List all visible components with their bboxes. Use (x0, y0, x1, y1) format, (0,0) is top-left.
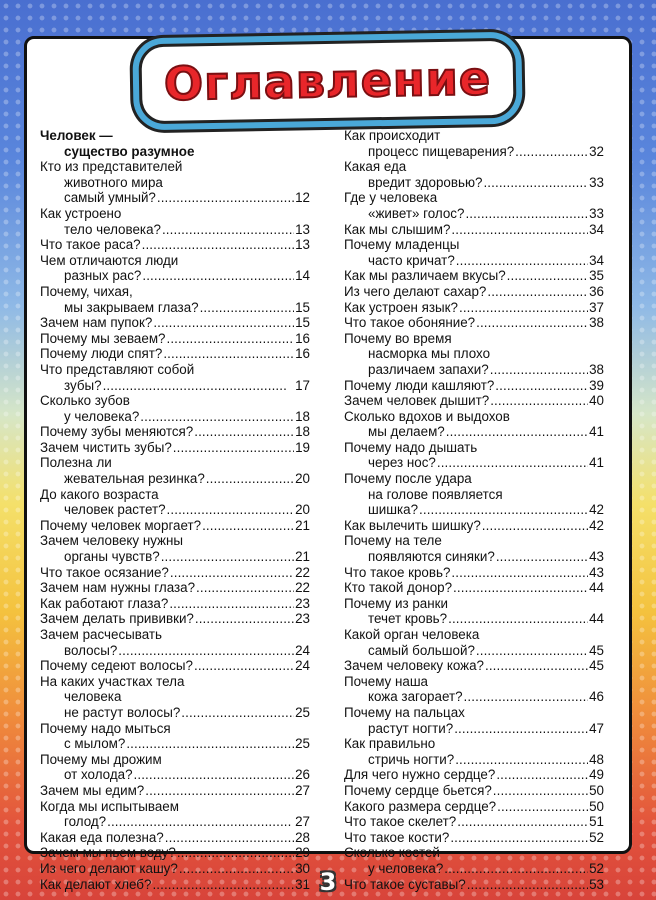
toc-entry (344, 705, 604, 736)
toc-entry-text: растут ногти? (368, 720, 454, 736)
toc-page-number: 35 (589, 268, 604, 284)
toc-page-number: 32 (589, 143, 604, 159)
toc-entry-text: волосы? (64, 642, 118, 658)
toc-entry (344, 284, 604, 300)
toc-entry (40, 845, 310, 861)
toc-entry-text: Почему люди кашляют? (344, 377, 495, 393)
toc-leader-dots (487, 284, 588, 300)
toc-leader-dots (196, 580, 294, 596)
toc-entry (40, 424, 310, 440)
toc-page-number: 45 (589, 658, 604, 674)
toc-leader-dots (103, 378, 295, 394)
toc-entry-text: разных рас? (64, 268, 142, 284)
toc-leader-dots (451, 565, 588, 581)
toc-entry (40, 440, 310, 456)
toc-page-number: 48 (589, 751, 604, 767)
toc-entry (344, 736, 604, 767)
toc-entry-text: Кто из представителей (40, 159, 183, 175)
toc-page-number: 41 (589, 455, 604, 471)
toc-page-number: 19 (295, 439, 310, 455)
toc-leader-dots (495, 378, 588, 394)
toc-leader-dots (167, 502, 295, 518)
toc-entry-text: у человека? (368, 860, 444, 876)
toc-leader-dots (200, 300, 295, 316)
toc-entry-text: Кто такой донор? (344, 580, 453, 596)
toc-entry-text: Зачем нам нужны глаза? (40, 580, 196, 596)
toc-page-number: 20 (295, 471, 310, 487)
toc-entry (344, 440, 604, 471)
toc-entry-text: Что представляют собой (40, 361, 195, 377)
toc-entry (344, 596, 604, 627)
toc-entry-text: Зачем мы пьем воду? (40, 845, 176, 861)
toc-leader-dots (493, 783, 588, 799)
toc-page-number: 25 (295, 736, 310, 752)
toc-page-number: 28 (295, 829, 310, 845)
toc-entry (344, 471, 604, 518)
toc-entry-text: течет кровь? (368, 611, 448, 627)
toc-leader-dots (419, 502, 588, 518)
toc-entry (40, 752, 310, 783)
toc-leader-dots (162, 222, 294, 238)
toc-page-number: 40 (589, 393, 604, 409)
toc-leader-dots (485, 658, 588, 674)
toc-page-number: 34 (589, 252, 604, 268)
toc-entry (40, 518, 310, 534)
toc-page-number: 16 (295, 346, 310, 362)
toc-entry-text: Почему седеют волосы? (40, 658, 193, 674)
toc-entry-text: Сколько зубов (40, 393, 130, 409)
toc-page-number: 15 (295, 299, 310, 315)
toc-page-number: 51 (589, 814, 604, 830)
toc-page-number: 49 (589, 767, 604, 783)
toc-entry-text: Как правильно (344, 736, 436, 752)
toc-page-number: 27 (295, 814, 310, 830)
toc-entry-text: Зачем расчесывать (40, 627, 162, 642)
toc-entry-text: мы делаем? (368, 424, 445, 440)
toc-entry-text: тело человека? (64, 221, 161, 237)
toc-leader-dots (446, 424, 588, 440)
toc-entry (40, 830, 310, 846)
toc-leader-dots (142, 237, 294, 253)
toc-entry (40, 580, 310, 596)
toc-entry (40, 455, 310, 486)
toc-leader-dots (515, 144, 588, 160)
toc-page-number: 31 (295, 876, 310, 892)
toc-leader-dots (457, 814, 588, 830)
toc-entry-text: Что такое осязание? (40, 564, 169, 580)
toc-entry (344, 533, 604, 564)
toc-entry-text: Зачем делать прививки? (40, 611, 194, 627)
toc-entry (344, 814, 604, 830)
toc-entry (40, 674, 310, 721)
toc-entry-text: зубы? (64, 377, 102, 393)
toc-entry-text: жевательная резинка? (64, 471, 205, 487)
toc-entry (40, 284, 310, 315)
toc-entry (40, 627, 310, 658)
toc-entry-text: Почему на теле (344, 533, 442, 549)
toc-entry-text: Зачем мы едим? (40, 782, 145, 798)
toc-page-number: 15 (295, 315, 310, 331)
toc-leader-dots (140, 409, 294, 425)
toc-left-column (40, 128, 310, 892)
toc-leader-dots (195, 611, 294, 627)
toc-leader-dots (496, 767, 588, 783)
toc-entry-text: Почему люди спят? (40, 346, 163, 362)
toc-entry (344, 331, 604, 378)
toc-entry-text: животного мира (64, 174, 163, 190)
toc-page-number: 29 (295, 845, 310, 861)
toc-entry-text: Зачем чистить зубы? (40, 439, 172, 455)
toc-entry (344, 767, 604, 783)
toc-leader-dots (145, 783, 294, 799)
toc-entry-text: с мылом? (64, 736, 126, 752)
toc-leader-dots (451, 222, 588, 238)
toc-entry-text: Зачем человек дышит? (344, 393, 490, 409)
toc-page-number: 27 (295, 782, 310, 798)
toc-entry (40, 658, 310, 674)
toc-entry (40, 362, 310, 393)
toc-page-number: 33 (589, 174, 604, 190)
toc-page-number: 50 (589, 782, 604, 798)
toc-leader-dots (455, 752, 588, 768)
toc-entry (40, 393, 310, 424)
toc-entry (344, 565, 604, 581)
toc-leader-dots (206, 471, 294, 487)
toc-entry-text: Для чего нужно сердце? (344, 767, 496, 783)
toc-entry-text: Какая еда (344, 159, 407, 175)
toc-entry (344, 315, 604, 331)
toc-leader-dots (483, 175, 588, 191)
toc-entry-text: Человек — (40, 128, 113, 143)
toc-entry-text: Какой орган человека (344, 627, 480, 642)
toc-entry-text: вредит здоровью? (368, 174, 483, 190)
toc-leader-dots (157, 190, 294, 206)
toc-page-number: 36 (589, 283, 604, 299)
toc-entry (40, 596, 310, 612)
toc-entry-text: До какого возраста (40, 486, 159, 502)
toc-entry (344, 783, 604, 799)
toc-leader-dots (165, 830, 294, 846)
toc-page-number: 38 (589, 361, 604, 377)
toc-entry (40, 799, 310, 830)
toc-entry (40, 783, 310, 799)
toc-entry (344, 830, 604, 846)
toc-leader-dots (134, 767, 295, 783)
toc-page-number: 17 (295, 377, 310, 393)
toc-entry-text: Что такое раса? (40, 237, 141, 253)
toc-entry-text: Когда мы испытываем (40, 798, 179, 814)
toc-entry (344, 799, 604, 815)
toc-entry (344, 190, 604, 221)
toc-page-number: 50 (589, 798, 604, 814)
toc-leader-dots (464, 689, 589, 705)
toc-page-number: 46 (589, 689, 604, 705)
toc-leader-dots (476, 643, 588, 659)
toc-leader-dots (163, 346, 294, 362)
toc-entry-text: Почему наша (344, 673, 429, 689)
toc-page-number: 14 (295, 268, 310, 284)
toc-entry-text: существо разумное (64, 143, 195, 159)
toc-entry-text: Из чего делают кашу? (40, 860, 178, 876)
toc-entry-text: Как вылечить шишку? (344, 517, 481, 533)
toc-entry-text: Где у человека (344, 190, 438, 206)
toc-entry (344, 674, 604, 705)
toc-entry-text: различаем запахи? (368, 361, 489, 377)
toc-entry (344, 159, 604, 190)
toc-page-number: 45 (589, 642, 604, 658)
toc-entry-text: Какого размера сердце? (344, 798, 497, 814)
toc-leader-dots (126, 736, 294, 752)
toc-leader-dots (482, 518, 588, 534)
toc-leader-dots (437, 455, 588, 471)
toc-entry-text: органы чувств? (64, 549, 160, 565)
toc-entry-text: Как устроено (40, 205, 122, 221)
toc-entry-text: Из чего делают сахар? (344, 283, 487, 299)
toc-page-number: 23 (295, 595, 310, 611)
toc-entry-text: часто кричат? (368, 252, 455, 268)
toc-leader-dots (181, 705, 294, 721)
toc-leader-dots (490, 362, 588, 378)
toc-leader-dots (448, 611, 588, 627)
toc-entry-text: Как устроен язык? (344, 299, 458, 315)
toc-right-column (344, 128, 604, 892)
toc-entry (40, 533, 310, 564)
toc-page-number: 25 (295, 704, 310, 720)
toc-leader-dots (490, 393, 588, 409)
toc-entry-text: мы закрываем глаза? (64, 299, 199, 315)
toc-leader-dots (194, 424, 294, 440)
toc-page-number: 23 (295, 611, 310, 627)
toc-entry-text: Почему во время (344, 330, 452, 346)
toc-entry (40, 331, 310, 347)
toc-leader-dots (459, 300, 588, 316)
toc-entry-text: шишка? (368, 502, 419, 518)
toc-entry-text: Что такое обоняние? (344, 315, 476, 331)
toc-entry-text: Зачем человеку нужны (40, 533, 184, 549)
toc-entry-text: от холода? (64, 767, 133, 783)
toc-entry-text: Почему мы зеваем? (40, 330, 166, 346)
toc-page-number: 21 (295, 549, 310, 565)
toc-entry-text: Что такое кости? (344, 829, 450, 845)
toc-entry (344, 658, 604, 674)
toc-entry (344, 128, 604, 159)
toc-page-number: 43 (589, 549, 604, 565)
toc-page-number: 53 (589, 876, 604, 892)
toc-page-number: 47 (589, 720, 604, 736)
toc-page-number: 26 (295, 767, 310, 783)
toc-leader-dots (169, 596, 294, 612)
toc-entry (344, 627, 604, 658)
toc-entry-text: Почему младенцы (344, 237, 460, 253)
toc-entry (344, 378, 604, 394)
toc-page-number: 24 (295, 658, 310, 674)
toc-entry (40, 346, 310, 362)
toc-entry-text: человек растет? (64, 502, 166, 518)
toc-entry-text: Почему зубы меняются? (40, 424, 194, 440)
toc-entry-text: появляются синяки? (368, 549, 495, 565)
toc-leader-dots (170, 565, 294, 581)
toc-entry-text: Почему мы дрожим (40, 751, 162, 767)
toc-entry-text: Что такое скелет? (344, 814, 457, 830)
toc-entry-text: Как происходит (344, 128, 441, 143)
toc-page-number: 42 (589, 502, 604, 518)
toc-entry-text: Почему надо мыться (40, 720, 171, 736)
toc-entry-text: стричь ногти? (368, 751, 455, 767)
toc-leader-dots (450, 830, 588, 846)
toc-entry (40, 721, 310, 752)
toc-entry (344, 518, 604, 534)
toc-entry (344, 393, 604, 409)
page-number: 3 (319, 868, 337, 896)
toc-entry-text: процесс пищеварения? (368, 143, 515, 159)
toc-leader-dots (497, 799, 588, 815)
toc-page-number: 38 (589, 315, 604, 331)
toc-entry (344, 409, 604, 440)
toc-entry-text: самый большой? (368, 642, 475, 658)
toc-entry-text: Сколько костей (344, 845, 440, 861)
toc-page-number: 52 (589, 829, 604, 845)
toc-leader-dots (496, 549, 588, 565)
toc-entry (344, 237, 604, 268)
toc-entry-text: Как мы слышим? (344, 221, 451, 237)
toc-entry-text: Какая еда полезна? (40, 829, 164, 845)
toc-entry-text: кожа загорает? (368, 689, 463, 705)
toc-leader-dots (465, 206, 588, 222)
toc-page-number: 52 (589, 860, 604, 876)
title-banner (0, 36, 656, 126)
toc-entry-text: Почему надо дышать (344, 439, 478, 455)
toc-entry-text: человека (64, 689, 122, 705)
toc-entry (344, 580, 604, 596)
toc-leader-dots (107, 814, 294, 830)
toc-page-number: 37 (589, 299, 604, 315)
toc-entry (40, 315, 310, 331)
toc-page-number: 16 (295, 330, 310, 346)
toc-entry-text: у человека? (64, 408, 140, 424)
toc-entry-text: Почему из ранки (344, 595, 448, 611)
toc-leader-dots (118, 643, 294, 659)
toc-entry-text: Полезна ли (40, 455, 112, 471)
toc-leader-dots (173, 440, 294, 456)
toc-entry-text: «живет» голос? (368, 205, 465, 221)
toc-entry (40, 206, 310, 237)
toc-entry (344, 268, 604, 284)
toc-entry-text: Сколько вдохов и выдохов (344, 408, 510, 424)
toc-page-number: 44 (589, 611, 604, 627)
toc-entry-text: Почему человек моргает? (40, 517, 202, 533)
toc-entry-text: не растут волосы? (64, 704, 181, 720)
toc-entry-text: Почему сердце бьется? (344, 782, 492, 798)
toc-page-number: 20 (295, 502, 310, 518)
toc-entry-text: На каких участках тела (40, 673, 185, 689)
toc-entry-text: Что такое кровь? (344, 564, 451, 580)
toc-page-number: 34 (589, 221, 604, 237)
toc-leader-dots (161, 549, 294, 565)
toc-leader-dots (454, 721, 588, 737)
toc-page-number: 22 (295, 564, 310, 580)
toc-page-number: 18 (295, 424, 310, 440)
toc-entry (40, 611, 310, 627)
toc-entry-text: самый умный? (64, 190, 156, 206)
toc-page-number: 21 (295, 517, 310, 533)
toc-entry-text: насморка мы плохо (368, 346, 491, 362)
toc-entry-text: Как работают глаза? (40, 595, 169, 611)
toc-leader-dots (456, 253, 588, 269)
toc-leader-dots (194, 658, 294, 674)
toc-page-number: 12 (295, 190, 310, 206)
toc-entry-text: Почему на пальцах (344, 704, 465, 720)
toc-entry (40, 253, 310, 284)
toc-entry-text: Что такое суставы? (344, 876, 466, 892)
toc-leader-dots (142, 268, 294, 284)
toc-leader-dots (453, 580, 588, 596)
toc-leader-dots (177, 845, 294, 861)
toc-entry-text: Чем отличаются люди (40, 252, 179, 268)
toc-entry-text: Почему после удара (344, 471, 472, 487)
toc-page-number: 22 (295, 580, 310, 596)
toc-entry-text: Почему, чихая, (40, 283, 133, 299)
toc-page-number: 18 (295, 408, 310, 424)
toc-page-number: 44 (589, 580, 604, 596)
toc-page-number: 13 (295, 221, 310, 237)
toc-entry-text: на голове появляется (368, 486, 503, 502)
toc-page-number: 39 (589, 377, 604, 393)
toc-entry-text: через нос? (368, 455, 436, 471)
toc-page-number: 30 (295, 860, 310, 876)
toc-leader-dots (476, 315, 588, 331)
toc-page-number: 13 (295, 237, 310, 253)
toc-entry (40, 159, 310, 206)
toc-leader-dots (202, 518, 294, 534)
toc-entry (40, 237, 310, 253)
toc-entry (344, 222, 604, 238)
toc-page-number: 43 (589, 564, 604, 580)
toc-entry-text: Зачем человеку кожа? (344, 658, 484, 674)
toc-page-number: 33 (589, 205, 604, 221)
toc-entry (40, 565, 310, 581)
toc-page-number: 41 (589, 424, 604, 440)
page-title: Оглавление (142, 41, 514, 121)
toc-entry (40, 128, 310, 159)
toc-entry-text: Как мы различаем вкусы? (344, 268, 506, 284)
toc-leader-dots (166, 331, 294, 347)
toc-entry-text: Как делают хлеб? (40, 876, 152, 892)
toc-leader-dots (153, 315, 294, 331)
toc-entry-text: Зачем нам пупок? (40, 315, 153, 331)
toc-page-number: 42 (589, 517, 604, 533)
toc-page-number: 24 (295, 642, 310, 658)
toc-entry (40, 487, 310, 518)
toc-entry-text: голод? (64, 814, 107, 830)
toc-leader-dots (507, 268, 588, 284)
toc-entry (344, 300, 604, 316)
